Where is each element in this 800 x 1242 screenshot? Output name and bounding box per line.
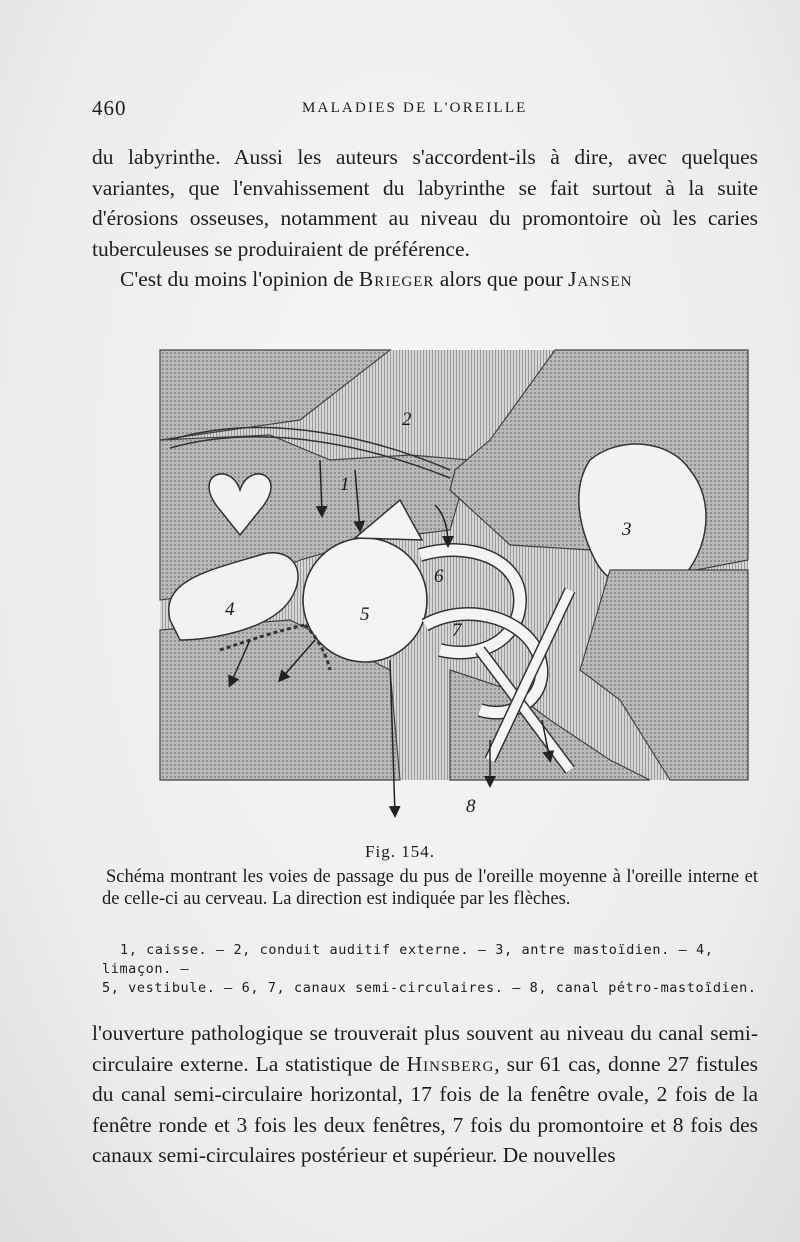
author-brieger: Brieger <box>358 267 435 291</box>
figure-title: Fig. 154. <box>365 842 435 861</box>
paragraph-text: du labyrinthe. Aussi les auteurs s'accordent-ils à dire, avec quelques variantes, que l'envahissement du labyrinthe se fait surtout à la suite d'érosions osseuses, notamment au niveau du promontoire où les caries tuberculeuses se produiraient de préférence. <box>92 145 758 261</box>
label-1: 1 <box>340 474 350 495</box>
figure-diagram <box>150 340 750 830</box>
author-jansen: Jansen <box>568 267 633 291</box>
paragraph-opinion <box>92 264 758 295</box>
label-5: 5 <box>360 604 370 625</box>
bottom-paragraph <box>92 1018 758 1171</box>
bottom-paragraph-text <box>92 1018 758 1171</box>
vestibule <box>303 538 427 662</box>
label-3: 3 <box>622 519 632 540</box>
legend-line-1: 1, caisse. — 2, conduit auditif externe. — 3, antre mastoïdien. — 4, limaçon. — <box>102 942 714 977</box>
bottom-text-start: l'ouverture pathologique se trouverait plus souvent au niveau du canal semi-circulaire externe. La statistique de <box>92 1021 758 1076</box>
top-paragraph <box>92 142 758 295</box>
running-head: MALADIES DE L'OREILLE <box>302 100 528 116</box>
legend-line-2: 5, vestibule. — 6, 7, canaux semi-circulaires. — 8, canal pétro-mastoïdien. <box>102 980 757 996</box>
ear-schema-svg <box>150 340 750 830</box>
label-7: 7 <box>452 620 462 641</box>
author-hinsberg: Hinsberg <box>406 1051 495 1076</box>
label-4: 4 <box>225 599 235 620</box>
figure-legend <box>102 941 762 998</box>
opinion-text-mid: alors que pour <box>434 267 569 291</box>
label-8: 8 <box>466 796 476 817</box>
figure-caption: Schéma montrant les voies de passage du pus de l'oreille moyenne à l'oreille interne et de celle-ci au cerveau. La direction est indiquée par les flèches. <box>102 867 758 909</box>
bottom-text-rest: , sur 61 cas, donne 27 fistules du canal semi-circulaire horizontal, 17 fois de la fenêtre ovale, 2 fois de la fenêtre ronde et 3 fois les deux fenêtres, 7 fois du promontoire et 8 fois des canaux semi-circulaires postérieur et supérieur. De nouvelles <box>92 1051 758 1167</box>
label-2: 2 <box>402 409 412 430</box>
opinion-text-start: C'est du moins l'opinion de <box>120 267 359 291</box>
page-number: 460 <box>92 96 127 120</box>
page-header <box>92 96 740 126</box>
label-6: 6 <box>434 566 444 587</box>
